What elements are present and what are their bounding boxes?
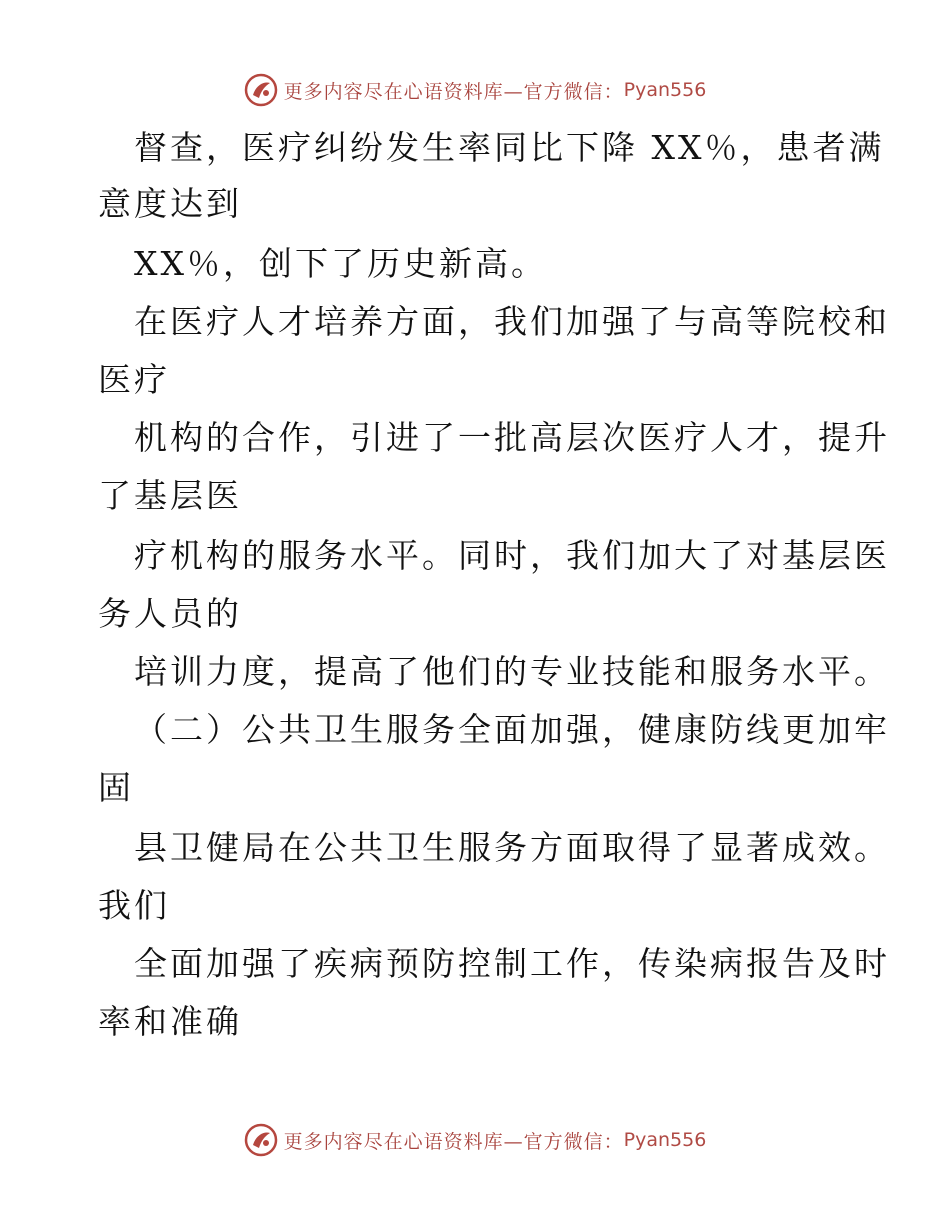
body-line: 督查，医疗纠纷发生率同比下降 XX％，患者满 [134, 128, 885, 167]
body-line: 培训力度，提高了他们的专业技能和服务水平。 [134, 652, 890, 691]
footer-brand-text: 更多内容尽在心语资料库—官方微信： [283, 1130, 624, 1153]
footer-banner [0, 1120, 950, 1160]
body-line: 全面加强了疾病预防控制工作，传染病报告及时 [134, 944, 890, 983]
body-line: XX％，创下了历史新高。 [134, 244, 547, 283]
body-line: 意度达到 [98, 184, 242, 223]
header-brand-text: 更多内容尽在心语资料库—官方微信： [283, 80, 624, 103]
body-line: 我们 [98, 886, 170, 925]
body-line: （二）公共卫生服务全面加强，健康防线更加牢 [134, 710, 890, 749]
body-line: 固 [98, 768, 134, 807]
body-line: 在医疗人才培养方面，我们加强了与高等院校和 [134, 302, 890, 341]
brand-logo-icon [244, 1123, 278, 1157]
header-banner [0, 70, 950, 110]
body-line: 县卫健局在公共卫生服务方面取得了显著成效。 [134, 828, 890, 867]
body-line: 了基层医 [98, 476, 242, 515]
body-line: 疗机构的服务水平。同时，我们加大了对基层医 [134, 536, 890, 575]
header-wechat-id: Pyan556 [623, 79, 707, 101]
body-line: 率和准确 [98, 1002, 242, 1041]
body-line: 务人员的 [98, 594, 242, 633]
body-line: 机构的合作，引进了一批高层次医疗人才，提升 [134, 418, 890, 457]
body-line: 医疗 [98, 360, 170, 399]
footer-wechat-id: Pyan556 [623, 1129, 707, 1151]
brand-logo-icon [244, 73, 278, 107]
